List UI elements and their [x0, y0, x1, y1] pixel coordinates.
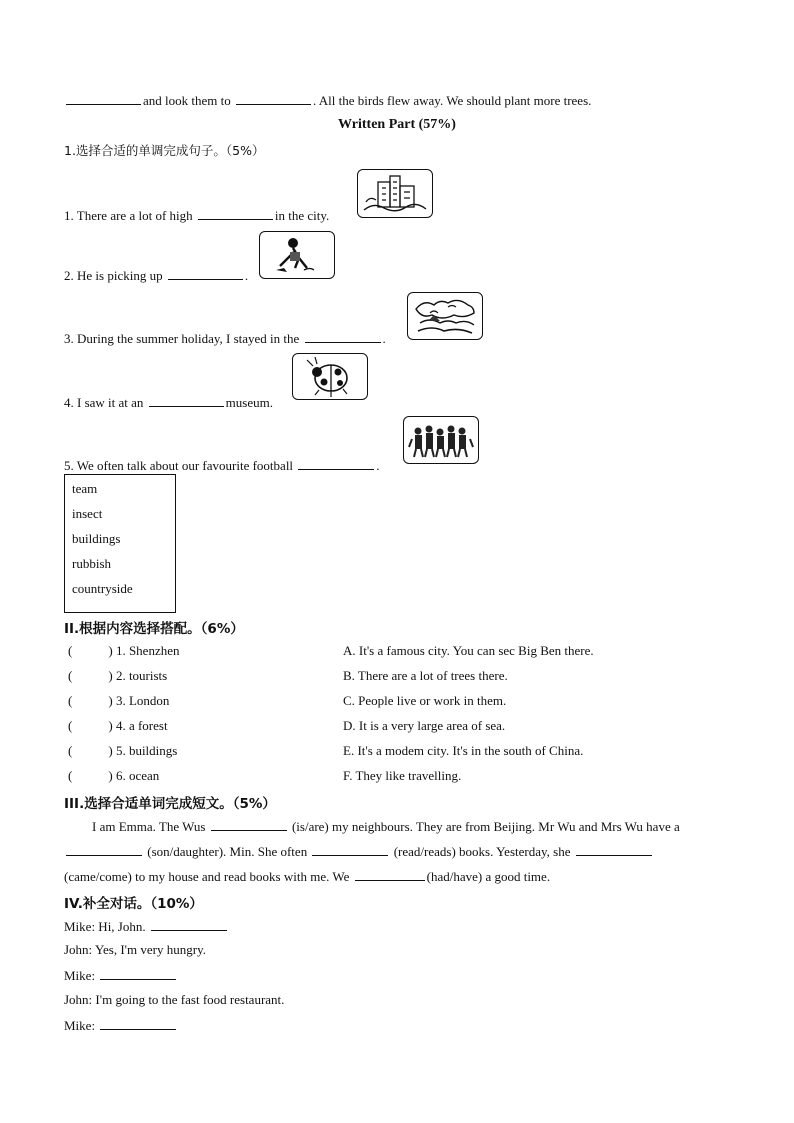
- question-5: [64, 457, 380, 474]
- answer-blank[interactable]: [236, 92, 311, 105]
- match-right-item: D. It is a very large area of sea.: [343, 718, 506, 733]
- paren-open: (: [68, 668, 73, 683]
- paren-close: ): [108, 743, 113, 758]
- answer-blank[interactable]: [168, 267, 243, 280]
- match-left-item: 5. buildings: [115, 743, 178, 758]
- dialogue-line: [64, 942, 206, 958]
- section2-title: II.根据内容选择搭配。（6%）: [64, 621, 244, 637]
- match-left-item: 6. ocean: [115, 768, 160, 783]
- passage-text: (read/reads) books. Yesterday, she: [393, 844, 571, 859]
- paren-open: (: [68, 693, 73, 708]
- match-row: [68, 668, 167, 684]
- passage-line-3: [64, 868, 550, 885]
- paren-close: ): [108, 718, 113, 733]
- answer-blank[interactable]: [211, 818, 287, 831]
- answer-blank[interactable]: [66, 92, 141, 105]
- question-text-before: 4. I saw it at an: [64, 395, 144, 410]
- match-row: [68, 643, 179, 659]
- top-line: [64, 92, 591, 109]
- passage-line-1: [92, 818, 680, 835]
- answer-blank[interactable]: [198, 207, 273, 220]
- question-text-after: .: [244, 268, 249, 283]
- football-team-picture: [403, 416, 479, 464]
- boy-picking-rubbish-picture: [259, 231, 335, 279]
- dialogue-text: Mike: Hi, John.: [64, 919, 146, 934]
- answer-blank[interactable]: [66, 843, 142, 856]
- question-text-after: .: [382, 331, 386, 346]
- buildings-picture: [357, 169, 433, 218]
- countryside-picture: [407, 292, 483, 340]
- dialogue-text: Mike:: [64, 968, 96, 983]
- dialogue-text: John: Yes, I'm very hungry.: [64, 942, 206, 957]
- answer-blank[interactable]: [305, 330, 381, 343]
- question-text-before: 5. We often talk about our favourite football: [64, 458, 294, 473]
- question-2: [64, 267, 248, 284]
- dialogue-line: [64, 1017, 178, 1034]
- dialogue-line: [64, 967, 178, 984]
- paren-open: (: [68, 743, 73, 758]
- match-right-item: F. They like travelling.: [343, 768, 462, 783]
- match-right-item: B. There are a lot of trees there.: [343, 668, 508, 683]
- written-part-title: Written Part (57%): [338, 117, 456, 132]
- dialogue-text: Mike:: [64, 1018, 96, 1033]
- word-option: rubbish: [72, 556, 111, 571]
- paren-close: ): [108, 768, 113, 783]
- match-left-item: 2. tourists: [115, 668, 168, 683]
- match-left-item: 4. a forest: [115, 718, 168, 733]
- dialogue-text: John: I'm going to the fast food restaurant.: [64, 992, 285, 1007]
- passage-text: (is/are) my neighbours. They are from Beijing. Mr Wu and Mrs Wu have a: [291, 819, 680, 834]
- question-text-after: in the city.: [274, 208, 330, 223]
- paren-open: (: [68, 768, 73, 783]
- passage-text: (came/come) to my house and read books with me. We: [64, 869, 350, 884]
- answer-blank[interactable]: [576, 843, 652, 856]
- paren-open: (: [68, 718, 73, 733]
- match-row: [68, 693, 169, 709]
- answer-blank[interactable]: [100, 1017, 176, 1030]
- ladybird-insect-picture: [292, 353, 368, 400]
- paren-close: ): [108, 643, 113, 658]
- question-4: [64, 394, 273, 411]
- paren-open: (: [68, 643, 73, 658]
- answer-blank[interactable]: [149, 394, 224, 407]
- question-text-after: museum.: [225, 395, 273, 410]
- dialogue-line: [64, 918, 229, 935]
- question-text-before: 3. During the summer holiday, I stayed in the: [64, 331, 300, 346]
- match-right-item: E. It's a modem city. It's in the south of China.: [343, 743, 584, 758]
- passage-text: (son/daughter). Min. She often: [147, 844, 308, 859]
- word-option: team: [72, 481, 98, 496]
- word-option: buildings: [72, 531, 121, 546]
- match-left-item: 3. London: [115, 693, 170, 708]
- question-text-before: 1. There are a lot of high: [64, 208, 193, 223]
- match-right-item: C. People live or work in them.: [343, 693, 507, 708]
- question-3: [64, 330, 386, 347]
- paren-close: ): [108, 693, 113, 708]
- section3-title: III.选择合适单词完成短文。（5%）: [64, 796, 276, 812]
- match-row: [68, 768, 159, 784]
- question-text-before: 2. He is picking up: [64, 268, 163, 283]
- dialogue-line: [64, 992, 284, 1008]
- section1-title: 1.选择合适的单调完成句子。（5%）: [64, 143, 265, 158]
- question-1: [64, 207, 329, 224]
- answer-blank[interactable]: [100, 967, 176, 980]
- question-text-after: .: [376, 458, 380, 473]
- match-row: [68, 718, 168, 734]
- word-option: insect: [72, 506, 103, 521]
- section4-title: IV.补全对话。（10%）: [64, 896, 203, 912]
- word-option: countryside: [72, 581, 133, 596]
- paren-close: ): [108, 668, 113, 683]
- answer-blank[interactable]: [151, 918, 227, 931]
- passage-line-2: [64, 843, 654, 860]
- match-left-item: 1. Shenzhen: [115, 643, 180, 658]
- answer-blank[interactable]: [355, 868, 425, 881]
- answer-blank[interactable]: [312, 843, 388, 856]
- passage-text: I am Emma. The Wus: [92, 819, 206, 834]
- top-line-text-1: and look them to: [143, 93, 231, 108]
- top-line-text-2: . All the birds flew away. We should plant more trees.: [313, 93, 592, 108]
- match-right-item: A. It's a famous city. You can sec Big Ben there.: [343, 643, 594, 658]
- match-row: [68, 743, 177, 759]
- answer-blank[interactable]: [298, 457, 374, 470]
- passage-text: (had/have) a good time.: [426, 869, 551, 884]
- word-box: [64, 474, 176, 613]
